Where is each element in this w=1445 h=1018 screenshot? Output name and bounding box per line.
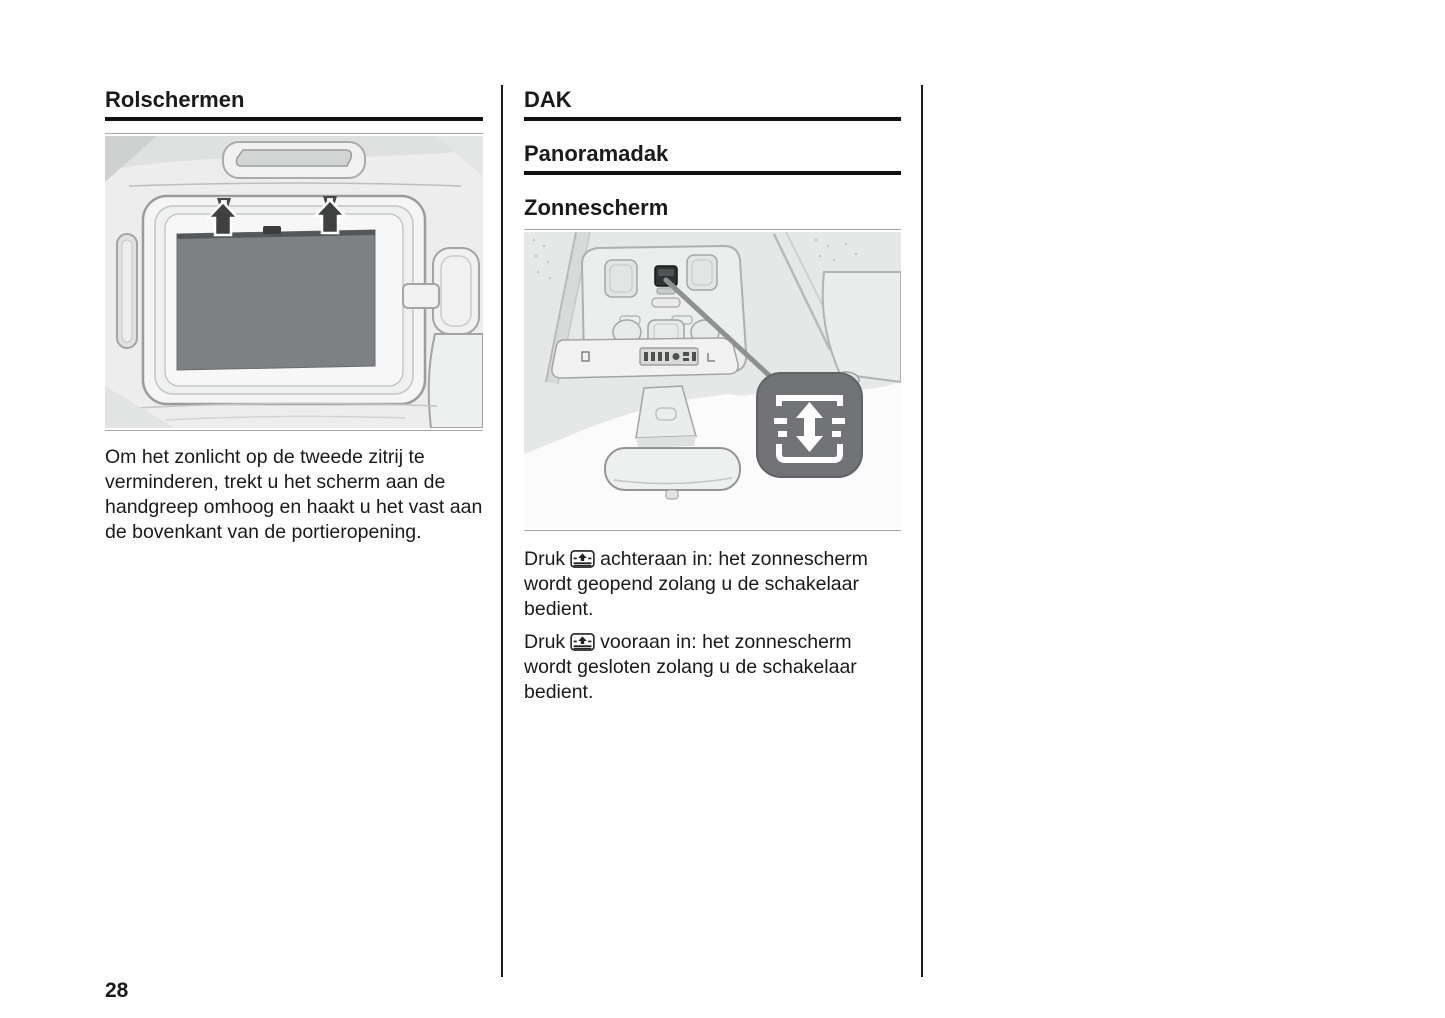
paragraph-text: achteraan in: het zonnescherm wordt geopend zolang u de schakelaar bedient. [524,548,868,620]
subsection-heading-panoramadak: Panoramadak [524,142,901,175]
page-number: 28 [105,979,129,1002]
right-body-paragraph-2 [524,630,901,705]
sunshade-switch-icon-large [757,373,862,477]
roller-screen [177,220,375,370]
roof-grab-handle [223,142,365,178]
paragraph-text: vooraan in: het zonnescherm wordt gesloten zolang u de schakelaar bedient. [524,631,857,703]
sunshade-switch-icon [570,633,595,651]
section-heading-dak: DAK [524,88,901,121]
door-strap [403,284,439,308]
roller-screen-illustration [105,136,483,428]
roller-screen-figure [105,133,483,431]
sunshade-switch-icon [570,550,595,568]
column-divider [501,85,503,977]
paragraph-lead: Druk [524,631,566,653]
right-column [524,88,901,705]
pillar-handle-recess [117,234,137,348]
seat-headrest [429,248,483,428]
paragraph-lead: Druk [524,548,566,570]
left-body-text: Om het zonlicht op de tweede zitrij te verminderen, trekt u het scherm aan de handgreep omhoog en haakt u het vast aan de bovenkant van de portieropening. [105,446,483,543]
sunshade-switch-figure [524,229,901,531]
topic-heading-zonnescherm: Zonnescherm [524,195,669,220]
console-display-panel [552,338,738,378]
left-column [105,88,483,545]
overhead-console-illustration [524,232,901,528]
right-body-paragraph-1 [524,547,901,622]
section-heading-rolschermen: Rolschermen [105,88,483,121]
column-divider [921,85,923,977]
